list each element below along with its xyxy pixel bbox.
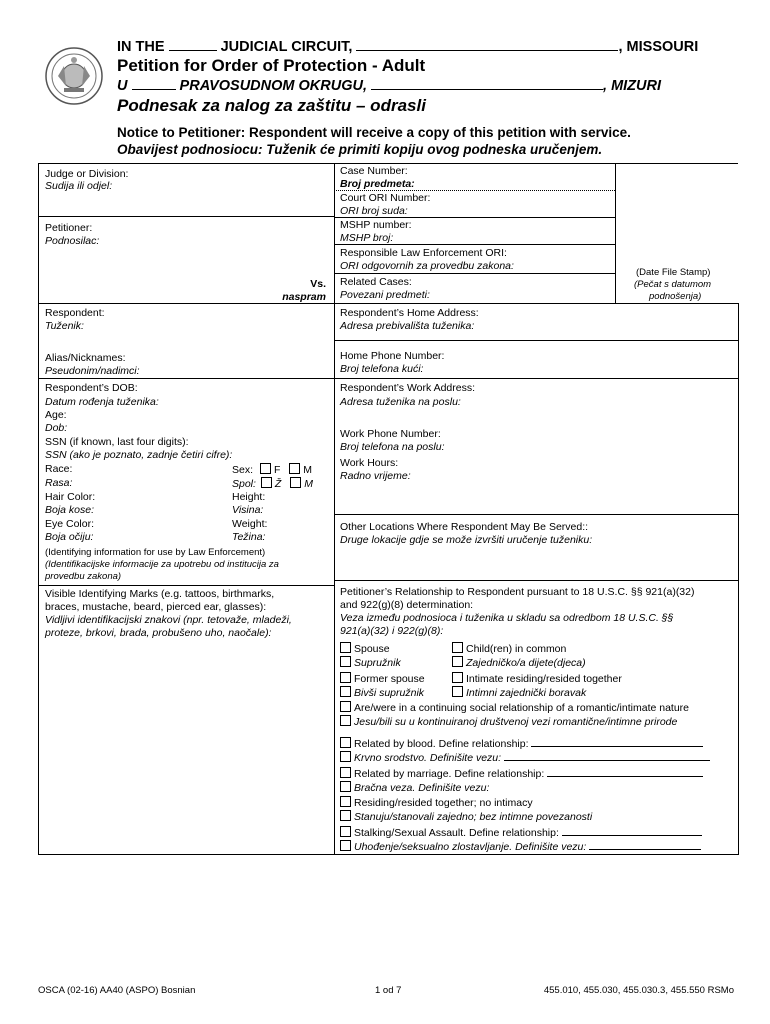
stalking-label-bs: Uhođenje/seksualno zlostavljanje. Definišite vezu:: [354, 841, 587, 853]
alias-label: Alias/Nicknames:: [45, 352, 126, 364]
respondent-label-bs: Tuženik:: [45, 320, 84, 332]
rel-stalking: [340, 826, 702, 840]
marks-label-bs-1: Vidljivi identifikacijski znakovi (npr. tetovaže, mladeži,: [45, 614, 292, 626]
spol-z-label: Ž: [274, 478, 282, 490]
work-hours-label-bs: Radno vrijeme:: [340, 470, 411, 482]
rel-intimate-bs: [452, 686, 586, 700]
spouse-checkbox[interactable]: [340, 642, 351, 653]
date-file-stamp: (Date File Stamp): [636, 267, 711, 278]
home-address-label-bs: Adresa prebivališta tuženika:: [340, 320, 475, 332]
marriage-bs-checkbox[interactable]: [340, 781, 351, 792]
romantic-checkbox[interactable]: [340, 701, 351, 712]
rel-blood: [340, 737, 703, 751]
relationship-label-bs-2: 921(a)(32) i 922(g)(8):: [340, 625, 444, 637]
height-label-bs: Visina:: [232, 504, 264, 516]
work-phone-label: Work Phone Number:: [340, 428, 441, 440]
marks-label-bs-2: proteze, brkovi, brada, probušeno uho, naočale):: [45, 627, 272, 639]
weight-label-bs: Težina:: [232, 531, 266, 543]
race-label: Race:: [45, 463, 73, 475]
child-checkbox[interactable]: [452, 642, 463, 653]
versus-label-bs: naspram: [282, 291, 326, 303]
romantic-label: Are/were in a continuing social relationship of a romantic/intimate nature: [354, 702, 690, 714]
dob-label-bs: Datum rođenja tuženika:: [45, 396, 159, 408]
blood-bs-checkbox[interactable]: [340, 751, 351, 762]
stalking-define-line-bs[interactable]: [589, 849, 701, 850]
other-locations-label-bs: Druge lokacije gdje se može izvršiti uručenje tuženiku:: [340, 534, 593, 546]
header-judicial-circuit: JUDICIAL CIRCUIT,: [220, 39, 353, 55]
rel-child: [452, 642, 566, 656]
date-file-stamp-bs-2: podnošenja): [649, 291, 702, 302]
rel-child-bs: [452, 656, 586, 670]
sex-label: Sex:: [232, 464, 254, 476]
rel-romantic: [340, 701, 689, 715]
alias-label-bs: Pseudonim/nadimci:: [45, 365, 140, 377]
blood-label: Related by blood. Define relationship:: [354, 738, 529, 750]
title-en: Petition for Order of Protection - Adult: [117, 56, 426, 75]
rel-residing: [340, 796, 533, 810]
footer-statutes: 455.010, 455.030, 455.030.3, 455.550 RSMo: [543, 985, 734, 996]
home-address-label: Respondent’s Home Address:: [340, 307, 479, 319]
intimate-bs-checkbox[interactable]: [452, 686, 463, 697]
resp-le-ori-label: Responsible Law Enforcement ORI:: [340, 247, 507, 259]
age-label-bs: Dob:: [45, 422, 68, 434]
child-label: Child(ren) in common: [466, 643, 567, 655]
residing-label: Residing/resided together; no intimacy: [354, 797, 533, 809]
petitioner-label-bs: Podnosilac:: [45, 235, 100, 247]
race-label-bs: Rasa:: [45, 477, 73, 489]
marks-label-2: braces, mustache, beard, pierced ear, glasses):: [45, 601, 267, 613]
spouse-label: Spouse: [354, 643, 390, 655]
eye-label-bs: Boja očiju:: [45, 531, 94, 543]
stalking-define-line[interactable]: [562, 835, 702, 836]
mshp-label: MSHP number:: [340, 219, 412, 231]
rel-marriage: [340, 767, 703, 781]
rel-stalking-bs: [340, 840, 701, 854]
spol-field: [232, 477, 313, 491]
related-cases-label-bs: Povezani predmeti:: [340, 289, 430, 301]
eye-label: Eye Color:: [45, 518, 95, 530]
blood-define-line[interactable]: [531, 746, 703, 747]
spol-label: Spol:: [232, 478, 256, 490]
marks-label-1: Visible Identifying Marks (e.g. tattoos, birthmarks,: [45, 588, 275, 600]
judge-label-bs: Sudija ili odjel:: [45, 180, 113, 192]
date-file-stamp-bs-1: (Pečat s datumom: [634, 279, 712, 290]
intimate-label: Intimate residing/resided together: [466, 673, 622, 685]
age-label: Age:: [45, 409, 67, 421]
case-number-label-bs: Broj predmeta:: [340, 178, 415, 190]
intimate-label-bs: Intimni zajednički boravak: [466, 687, 587, 699]
other-locations-label: Other Locations Where Respondent May Be Served::: [340, 521, 589, 533]
court-ori-label-bs: ORI broj suda:: [340, 205, 408, 217]
notice-en: Notice to Petitioner: Respondent will receive a copy of this petition with service.: [117, 125, 631, 140]
spol-z-checkbox[interactable]: [261, 477, 272, 488]
relationship-label-bs-1: Veza između podnosioca i tuženika u skladu sa odredbom 18 U.S.C. §§: [340, 612, 674, 624]
former-spouse-bs-checkbox[interactable]: [340, 686, 351, 697]
footer-page-number: 1 od 7: [375, 985, 402, 996]
respondent-label: Respondent:: [45, 307, 105, 319]
spol-m-label: M: [304, 478, 313, 490]
stalking-checkbox[interactable]: [340, 826, 351, 837]
related-cases-label: Related Cases:: [340, 276, 412, 288]
rel-marriage-bs: [340, 781, 489, 795]
resp-le-ori-label-bs: ORI odgovornih za provedbu zakona:: [340, 260, 514, 272]
state-seal: [44, 46, 104, 106]
home-phone-label-bs: Broj telefona kući:: [340, 363, 424, 375]
work-phone-label-bs: Broj telefona na poslu:: [340, 441, 445, 453]
ssn-label-bs: SSN (ako je poznato, zadnje četiri cifre):: [45, 449, 233, 461]
intimate-checkbox[interactable]: [452, 672, 463, 683]
mshp-label-bs: MSHP broj:: [340, 232, 394, 244]
sex-f-checkbox[interactable]: [260, 463, 271, 474]
relationship-label-1: Petitioner’s Relationship to Respondent pursuant to 18 U.S.C. §§ 921(a)(32): [340, 586, 695, 598]
judge-label: Judge or Division:: [45, 168, 129, 180]
header-pravosudnom-okrugu: PRAVOSUDNOM OKRUGU,: [179, 78, 367, 94]
marriage-label-bs: Bračna veza. Definišite vezu:: [354, 782, 490, 794]
home-phone-label: Home Phone Number:: [340, 350, 445, 362]
work-hours-label: Work Hours:: [340, 457, 399, 469]
petitioner-label: Petitioner:: [45, 222, 93, 234]
rel-former-bs: [340, 686, 424, 700]
case-number-label: Case Number:: [340, 165, 408, 177]
header-in-the: IN THE: [117, 39, 165, 55]
hair-label: Hair Color:: [45, 491, 96, 503]
notice-bs: Obavijest podnosiocu: Tuženik će primiti kopiju ovog podneska uručenjem.: [117, 142, 603, 157]
spouse-label-bs: Supružnik: [354, 657, 401, 669]
marriage-checkbox[interactable]: [340, 767, 351, 778]
dob-label: Respondent’s DOB:: [45, 382, 138, 394]
child-bs-checkbox[interactable]: [452, 656, 463, 667]
residing-label-bs: Stanuju/stanovali zajedno; bez intimne povezanosti: [354, 811, 593, 823]
child-label-bs: Zajedničko/a dijete(djeca): [466, 657, 586, 669]
blood-label-bs: Krvno srodstvo. Definišite vezu:: [354, 752, 502, 764]
weight-label: Weight:: [232, 518, 268, 530]
footer-form-id: OSCA (02-16) AA40 (ASPO) Bosnian: [38, 985, 196, 996]
header-u: U: [117, 78, 128, 94]
header-mizuri: , MIZURI: [603, 78, 662, 94]
height-label: Height:: [232, 491, 266, 503]
header-line2: [117, 77, 661, 95]
rel-former: [340, 672, 425, 686]
stalking-bs-checkbox[interactable]: [340, 840, 351, 851]
former-spouse-label: Former spouse: [354, 673, 425, 685]
marriage-define-line[interactable]: [547, 776, 703, 777]
work-address-label-bs: Adresa tuženika na poslu:: [340, 396, 461, 408]
residing-bs-checkbox[interactable]: [340, 810, 351, 821]
ssn-label: SSN (if known, last four digits):: [45, 436, 189, 448]
former-spouse-checkbox[interactable]: [340, 672, 351, 683]
former-spouse-label-bs: Bivši supružnik: [354, 687, 425, 699]
versus-label: Vs.: [310, 278, 326, 290]
spouse-bs-checkbox[interactable]: [340, 656, 351, 667]
stalking-label: Stalking/Sexual Assault. Define relationship:: [354, 827, 559, 839]
residing-checkbox[interactable]: [340, 796, 351, 807]
le-note: (Identifying information for use by Law Enforcement): [45, 547, 266, 558]
header-line1: [117, 38, 698, 56]
header-missouri: , MISSOURI: [618, 39, 699, 55]
rel-spouse-bs: [340, 656, 401, 670]
rel-spouse: [340, 642, 390, 656]
rel-romantic-bs: [340, 715, 677, 729]
title-bs: Podnesak za nalog za zaštitu – odrasli: [117, 96, 426, 115]
romantic-bs-checkbox[interactable]: [340, 715, 351, 726]
blood-checkbox[interactable]: [340, 737, 351, 748]
rel-blood-bs: [340, 751, 710, 765]
marriage-label: Related by marriage. Define relationship:: [354, 768, 545, 780]
spol-m-checkbox[interactable]: [290, 477, 301, 488]
le-note-bs-1: (Identifikacijske informacije za upotrebu od institucija za: [45, 559, 279, 570]
sex-f-label: F: [273, 464, 281, 476]
sex-field: [232, 463, 312, 477]
sex-m-checkbox[interactable]: [289, 463, 300, 474]
rel-intimate: [452, 672, 622, 686]
hair-label-bs: Boja kose:: [45, 504, 95, 516]
blood-define-line-bs[interactable]: [504, 760, 710, 761]
le-note-bs-2: provedbu zakona): [45, 571, 122, 582]
court-ori-label: Court ORI Number:: [340, 192, 431, 204]
rel-residing-bs: [340, 810, 592, 824]
sex-m-label: M: [303, 464, 313, 476]
relationship-label-2: and 922(g)(8) determination:: [340, 599, 474, 611]
work-address-label: Respondent’s Work Address:: [340, 382, 476, 394]
romantic-label-bs: Jesu/bili su u kontinuiranoj društvenoj vezi romantične/intimne prirode: [354, 716, 678, 728]
